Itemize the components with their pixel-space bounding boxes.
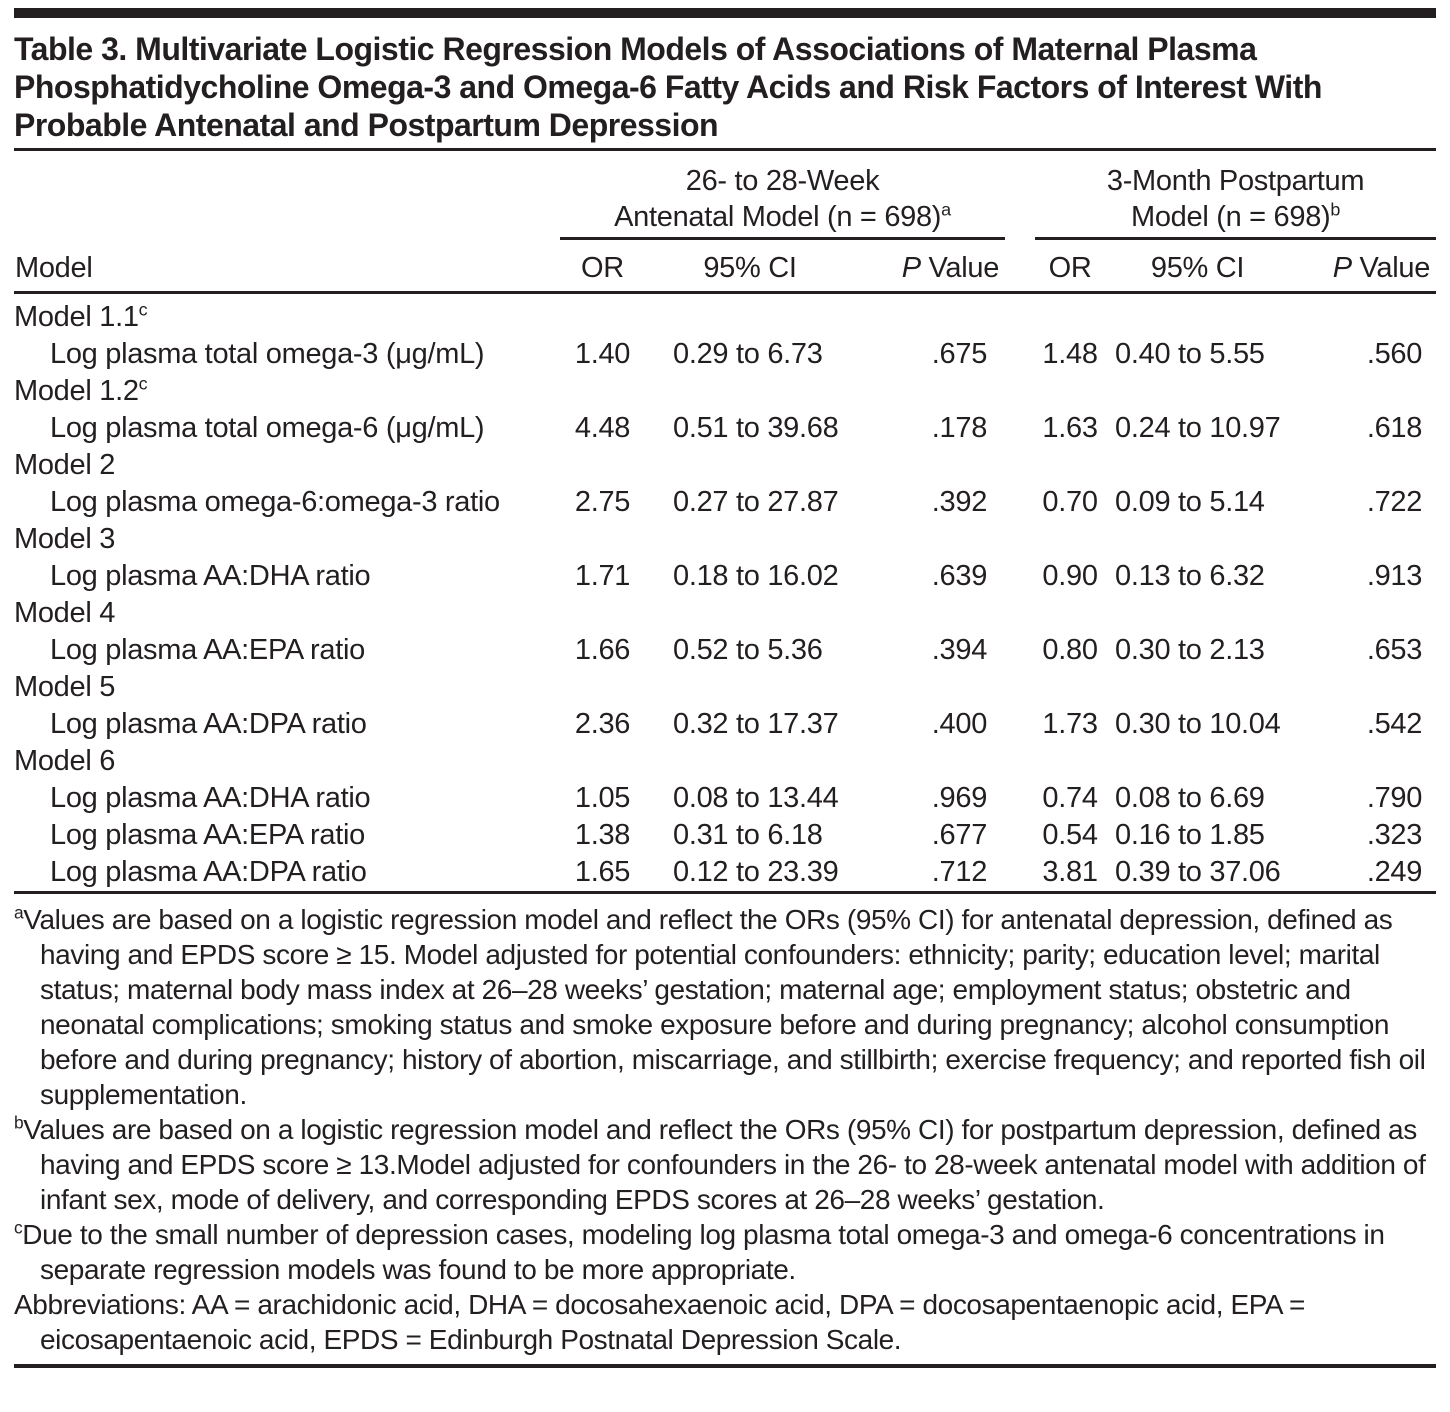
- footnote-superscript: b: [14, 1112, 24, 1133]
- antenatal-or-value: 1.71: [574, 560, 631, 592]
- predictor-label: Log plasma total omega-6 (μg/mL): [50, 412, 485, 444]
- model-section-row: [14, 293, 1436, 337]
- antenatal-or-value: 1.40: [574, 338, 631, 370]
- model-section-label: Model 1.1$^c$: [14, 299, 148, 333]
- antenatal-p-value: .675: [931, 338, 988, 370]
- model-section-row: [14, 743, 1436, 780]
- column-header-model: Model: [14, 239, 560, 293]
- top-rule-bar: [14, 8, 1436, 18]
- model-section-row: [14, 447, 1436, 484]
- antenatal-p-value: .394: [931, 634, 988, 666]
- postpartum-or-value: 1.63: [1042, 412, 1098, 444]
- postpartum-p-value: .913: [1366, 560, 1423, 592]
- model-section-row: [14, 521, 1436, 558]
- postpartum-or-value: 0.54: [1042, 819, 1098, 851]
- row-gap: [1005, 558, 1035, 595]
- column-header-gap: [1005, 239, 1035, 293]
- footnote-abbreviations: Abbreviations: AA = arachidonic acid, DHA = docosahexaenoic acid, DPA = docosapentaenopic acid, EPA = eicosapentaenoic acid, EPDS = Edinburgh Postnatal Depression Scale.: [14, 1289, 1305, 1355]
- predictor-label: Log plasma AA:EPA ratio: [50, 819, 365, 851]
- antenatal-ci-value: 0.29 to 6.73: [673, 338, 823, 370]
- model-data-row: [14, 706, 1436, 743]
- model-data-row: [14, 780, 1436, 817]
- predictor-label: Log plasma AA:DHA ratio: [50, 782, 371, 814]
- model-data-row: [14, 558, 1436, 595]
- postpartum-p-value: .323: [1366, 819, 1423, 851]
- group-header-postpartum-line1: 3-Month Postpartum: [1106, 165, 1365, 197]
- group-header-postpartum: [1035, 151, 1436, 239]
- antenatal-p-value: .400: [931, 708, 988, 740]
- postpartum-ci-value: 0.08 to 6.69: [1115, 782, 1265, 814]
- model-section-row: [14, 669, 1436, 706]
- postpartum-or-value: 0.90: [1042, 560, 1098, 592]
- antenatal-or-value: 1.65: [560, 854, 645, 893]
- postpartum-p-value: .653: [1366, 634, 1423, 666]
- group-header-antenatal-line1: 26- to 28-Week: [685, 165, 880, 197]
- group-header-postpartum-line2: Model (n = 698): [1130, 201, 1331, 233]
- postpartum-or-value: 1.73: [1042, 708, 1098, 740]
- postpartum-p-value: .542: [1366, 708, 1423, 740]
- postpartum-ci-value: 0.16 to 1.85: [1115, 819, 1265, 851]
- model-data-row: [14, 854, 1436, 893]
- group-header-antenatal: [560, 151, 1005, 239]
- model-section-row: [14, 595, 1436, 632]
- antenatal-p-value: .639: [931, 560, 988, 592]
- postpartum-or-value: 0.70: [1042, 486, 1098, 518]
- predictor-label: Log plasma AA:DPA ratio: [14, 854, 560, 893]
- row-gap: [1005, 484, 1035, 521]
- table-title: Table 3. Multivariate Logistic Regression Models of Associations of Maternal Plasma Phosphatidycholine Omega-3 and Omega-6 Fatty Acids and Risk Factors of Interest With Probable Antenatal and Postpartum Depression: [14, 31, 1322, 143]
- row-gap: [1005, 410, 1035, 447]
- antenatal-p-value: .178: [931, 412, 988, 444]
- column-header-postpartum-p: P Value: [1290, 239, 1436, 293]
- antenatal-or-value: 1.05: [574, 782, 631, 814]
- postpartum-ci-value: 0.13 to 6.32: [1115, 560, 1265, 592]
- antenatal-ci-value: 0.52 to 5.36: [673, 634, 823, 666]
- row-gap: [1005, 854, 1035, 893]
- predictor-label: Log plasma total omega-3 (μg/mL): [50, 338, 485, 370]
- predictor-label: Log plasma AA:EPA ratio: [50, 634, 365, 666]
- postpartum-p-value: .790: [1366, 782, 1423, 814]
- antenatal-p-value: .969: [931, 782, 988, 814]
- antenatal-ci-value: 0.31 to 6.18: [673, 819, 823, 851]
- postpartum-or-value: 0.74: [1042, 782, 1098, 814]
- model-data-row: [14, 632, 1436, 669]
- footnote-marker-a: a: [941, 199, 951, 220]
- antenatal-ci-value: 0.18 to 16.02: [673, 560, 839, 592]
- footnote-c: $^c$Due to the small number of depression cases, modeling log plasma total omega-3 and omega-6 concentrations in separate regression models was found to be more appropriate.: [14, 1217, 1385, 1285]
- model-section-label: Model 5: [14, 671, 116, 703]
- model-section-label: Model 1.2$^c$: [14, 373, 148, 407]
- row-gap: [1005, 632, 1035, 669]
- footnotes: [14, 894, 1436, 1357]
- regression-table: [14, 151, 1436, 894]
- postpartum-ci-value: 0.39 to 37.06: [1105, 854, 1290, 893]
- footnote-marker-c: c: [138, 299, 148, 320]
- row-gap: [1005, 336, 1035, 373]
- model-data-row: [14, 817, 1436, 854]
- bottom-rule-bar: [14, 1364, 1436, 1368]
- footnote-a: $^a$Values are based on a logistic regression model and reflect the ORs (95% CI) for antenatal depression, defined as having and EPDS score ≥ 15. Model adjusted for potential confounders: ethnicity; parity; education level; marital status; maternal body mass index at 26–28 weeks’ gestation; maternal age; employment status; obstetric and neonatal complications; smoking status and smoke exposure before and during pregnancy; alcohol consumption before and during pregnancy; history of abortion, miscarriage, and stillbirth; exercise frequency; and reported fish oil supplementation.: [14, 902, 1426, 1110]
- footnote-superscript: c: [14, 1217, 23, 1238]
- postpartum-ci-value: 0.30 to 10.04: [1115, 708, 1281, 740]
- column-header-postpartum-or: OR: [1035, 239, 1105, 293]
- model-section-label: Model 3: [14, 523, 116, 555]
- predictor-label: Log plasma AA:DHA ratio: [50, 560, 371, 592]
- postpartum-p-value: .560: [1366, 338, 1423, 370]
- group-header-antenatal-line2: Antenatal Model (n = 698): [614, 201, 942, 233]
- column-header-antenatal-p: P Value: [855, 239, 1005, 293]
- column-header-row: [14, 239, 1436, 293]
- antenatal-ci-value: 0.32 to 17.37: [673, 708, 839, 740]
- model-section-label: Model 6: [14, 745, 116, 777]
- model-data-row: [14, 410, 1436, 447]
- row-gap: [1005, 817, 1035, 854]
- antenatal-or-value: 2.36: [574, 708, 631, 740]
- column-header-postpartum-ci: 95% CI: [1105, 239, 1290, 293]
- model-data-row: [14, 336, 1436, 373]
- model-section-label: Model 2: [14, 449, 116, 481]
- antenatal-p-value: .392: [931, 486, 988, 518]
- postpartum-p-value: .722: [1366, 486, 1423, 518]
- model-section-label: Model 4: [14, 597, 116, 629]
- footnote-marker-c: c: [138, 373, 148, 394]
- postpartum-ci-value: 0.09 to 5.14: [1115, 486, 1265, 518]
- antenatal-or-value: 2.75: [574, 486, 631, 518]
- antenatal-ci-value: 0.27 to 27.87: [673, 486, 839, 518]
- postpartum-or-value: 0.80: [1042, 634, 1098, 666]
- predictor-label: Log plasma AA:DPA ratio: [50, 708, 367, 740]
- model-data-row: [14, 484, 1436, 521]
- antenatal-or-value: 4.48: [574, 412, 631, 444]
- footnote-superscript: a: [14, 902, 24, 923]
- group-header-spacer: [14, 151, 560, 239]
- group-gap: [1005, 151, 1035, 239]
- model-section-row: [14, 373, 1436, 410]
- footnote-b: $^b$Values are based on a logistic regression model and reflect the ORs (95% CI) for postpartum depression, defined as having and EPDS score ≥ 13.Model adjusted for confounders in the 26- to 28-week antenatal model with addition of infant sex, mode of delivery, and corresponding EPDS scores at 26–28 weeks’ gestation.: [14, 1112, 1426, 1215]
- postpartum-ci-value: 0.40 to 5.55: [1115, 338, 1265, 370]
- column-header-antenatal-ci: 95% CI: [645, 239, 855, 293]
- postpartum-p-value: .618: [1366, 412, 1423, 444]
- postpartum-ci-value: 0.30 to 2.13: [1115, 634, 1265, 666]
- row-gap: [1005, 706, 1035, 743]
- antenatal-ci-value: 0.12 to 23.39: [645, 854, 855, 893]
- column-header-antenatal-or: OR: [560, 239, 645, 293]
- antenatal-p-value: .712: [855, 854, 1005, 893]
- antenatal-ci-value: 0.51 to 39.68: [673, 412, 839, 444]
- antenatal-or-value: 1.38: [574, 819, 631, 851]
- antenatal-or-value: 1.66: [574, 634, 631, 666]
- row-gap: [1005, 780, 1035, 817]
- postpartum-p-value: .249: [1290, 854, 1436, 893]
- predictor-label: Log plasma omega-6:omega-3 ratio: [50, 486, 500, 518]
- antenatal-ci-value: 0.08 to 13.44: [673, 782, 839, 814]
- footnote-marker-b: b: [1330, 199, 1341, 220]
- table-body: [14, 293, 1436, 893]
- antenatal-p-value: .677: [931, 819, 988, 851]
- group-header-row: [14, 151, 1436, 239]
- postpartum-or-value: 3.81: [1035, 854, 1105, 893]
- postpartum-ci-value: 0.24 to 10.97: [1115, 412, 1281, 444]
- postpartum-or-value: 1.48: [1042, 338, 1098, 370]
